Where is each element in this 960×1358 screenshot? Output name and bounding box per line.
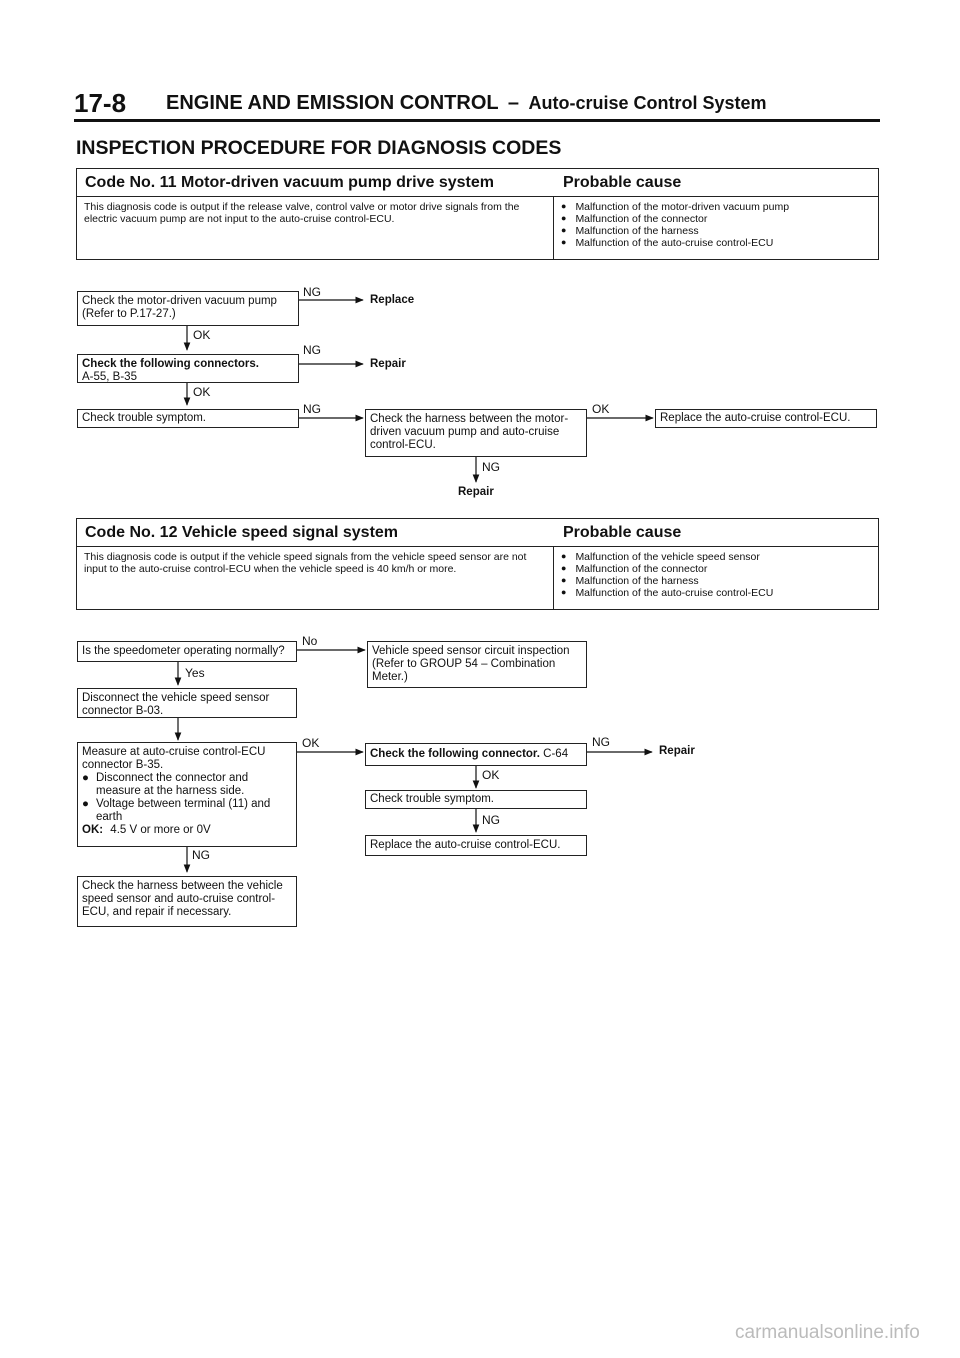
code11-cause: ● Malfunction of the harness bbox=[561, 225, 871, 237]
code12-step6-box: Replace the auto-cruise control-ECU. bbox=[365, 835, 587, 856]
code11-probable-cause-label: Probable cause bbox=[563, 174, 682, 191]
code12-step3-ok-line bbox=[82, 824, 292, 837]
code12-q1-no-box: Vehicle speed sensor circuit inspection (Refer to GROUP 54 – Combination Meter.) bbox=[367, 641, 587, 688]
code12-step4-box bbox=[365, 743, 587, 766]
bullet-icon: ● bbox=[82, 798, 89, 810]
subsection-name: Auto-cruise Control System bbox=[528, 93, 767, 113]
code12-step5-ng: NG bbox=[482, 813, 500, 827]
code11-step2-box bbox=[77, 354, 299, 383]
code12-step2-box: Disconnect the vehicle speed sensor connector B-03. bbox=[77, 688, 297, 718]
code11-step1-ok: OK bbox=[193, 328, 211, 342]
code12-step3-b2: Voltage between terminal (11) and earth bbox=[96, 798, 271, 823]
code11-step3-box: Check trouble symptom. bbox=[77, 409, 299, 428]
code12-step3-b1: Disconnect the connector and measure at the harness side. bbox=[96, 772, 249, 797]
code12-step3-bullet1 bbox=[82, 772, 292, 798]
code11-title: Code No. 11 Motor-driven vacuum pump drive system bbox=[85, 174, 494, 191]
bullet-icon: ● bbox=[82, 772, 89, 784]
code11-cause: ● Malfunction of the auto-cruise control-ECU bbox=[561, 237, 871, 249]
code12-q1-no: No bbox=[302, 634, 318, 648]
code11-step4-box: Check the harness between the motor-driven vacuum pump and auto-cruise control-ECU. bbox=[365, 409, 587, 457]
code11-step4-result: Repair bbox=[458, 486, 494, 498]
code12-step7-box: Check the harness between the vehicle speed sensor and auto-cruise control-ECU, and repair if necessary. bbox=[77, 876, 297, 927]
code12-step4-ok: OK bbox=[482, 768, 500, 782]
code12-cause: ● Malfunction of the auto-cruise control-ECU bbox=[561, 587, 871, 599]
code12-cause: ● Malfunction of the vehicle speed sensor bbox=[561, 551, 871, 563]
code12-probable-cause-label: Probable cause bbox=[563, 524, 682, 541]
code12-step4-text: C-64 bbox=[543, 748, 569, 760]
code11-description: This diagnosis code is output if the release valve, control valve or motor drive signals from the electric vacuum pump are not input to the auto-cruise control-ECU. bbox=[84, 201, 520, 225]
code12-title: Code No. 12 Vehicle speed signal system bbox=[85, 524, 399, 541]
code12-step3-bullet2 bbox=[82, 798, 292, 824]
code12-step3-ok-label: OK: bbox=[82, 824, 104, 836]
code11-step2-text: A-55, B-35 bbox=[82, 371, 137, 383]
code11-step4-ok: OK bbox=[592, 402, 610, 416]
code12-step4-result: Repair bbox=[659, 745, 695, 757]
code12-step4-ng: NG bbox=[592, 735, 610, 749]
code12-step3-line1: Measure at auto-cruise control-ECU connector B-35. bbox=[82, 746, 266, 771]
code12-step3-ng: NG bbox=[192, 848, 210, 862]
code12-q1-box: Is the speedometer operating normally? bbox=[77, 641, 297, 662]
code12-step3-box bbox=[77, 742, 297, 847]
code12-step3-ok-value: 4.5 V or more or 0V bbox=[110, 824, 211, 836]
code12-step4-bold: Check the following connector. bbox=[370, 748, 540, 760]
code12-step3-ok: OK bbox=[302, 736, 320, 750]
code12-step5-box: Check trouble symptom. bbox=[365, 790, 587, 809]
code11-step1-ng: NG bbox=[303, 285, 321, 299]
code12-cause: ● Malfunction of the harness bbox=[561, 575, 871, 587]
section-name: ENGINE AND EMISSION CONTROL bbox=[166, 92, 499, 114]
code12-cause: ● Malfunction of the connector bbox=[561, 563, 871, 575]
code11-step1-box: Check the motor-driven vacuum pump (Refer to P.17-27.) bbox=[77, 291, 299, 326]
section-dash: – bbox=[507, 92, 519, 114]
page-number: 17-8 bbox=[74, 88, 127, 118]
footer-watermark: carmanualsonline.info bbox=[735, 1322, 920, 1343]
code11-step2-result: Repair bbox=[370, 358, 406, 370]
page-heading: INSPECTION PROCEDURE FOR DIAGNOSIS CODES bbox=[76, 137, 562, 159]
code11-step2-ng: NG bbox=[303, 343, 321, 357]
code11-cause: ● Malfunction of the connector bbox=[561, 213, 871, 225]
code12-q1-yes: Yes bbox=[185, 666, 205, 680]
code11-step5-box: Replace the auto-cruise control-ECU. bbox=[655, 409, 877, 428]
code11-step4-ng: NG bbox=[482, 460, 500, 474]
code12-description: This diagnosis code is output if the vehicle speed signals from the vehicle speed sensor are not input to the auto-cruise control-ECU when the vehicle speed is 40 km/h or more. bbox=[84, 551, 527, 575]
code11-step2-ok: OK bbox=[193, 385, 211, 399]
code11-step3-ng: NG bbox=[303, 402, 321, 416]
code11-step2-bold: Check the following connectors. bbox=[82, 358, 259, 370]
code11-step1-result: Replace bbox=[370, 294, 415, 306]
code11-cause: ● Malfunction of the motor-driven vacuum pump bbox=[561, 201, 871, 213]
